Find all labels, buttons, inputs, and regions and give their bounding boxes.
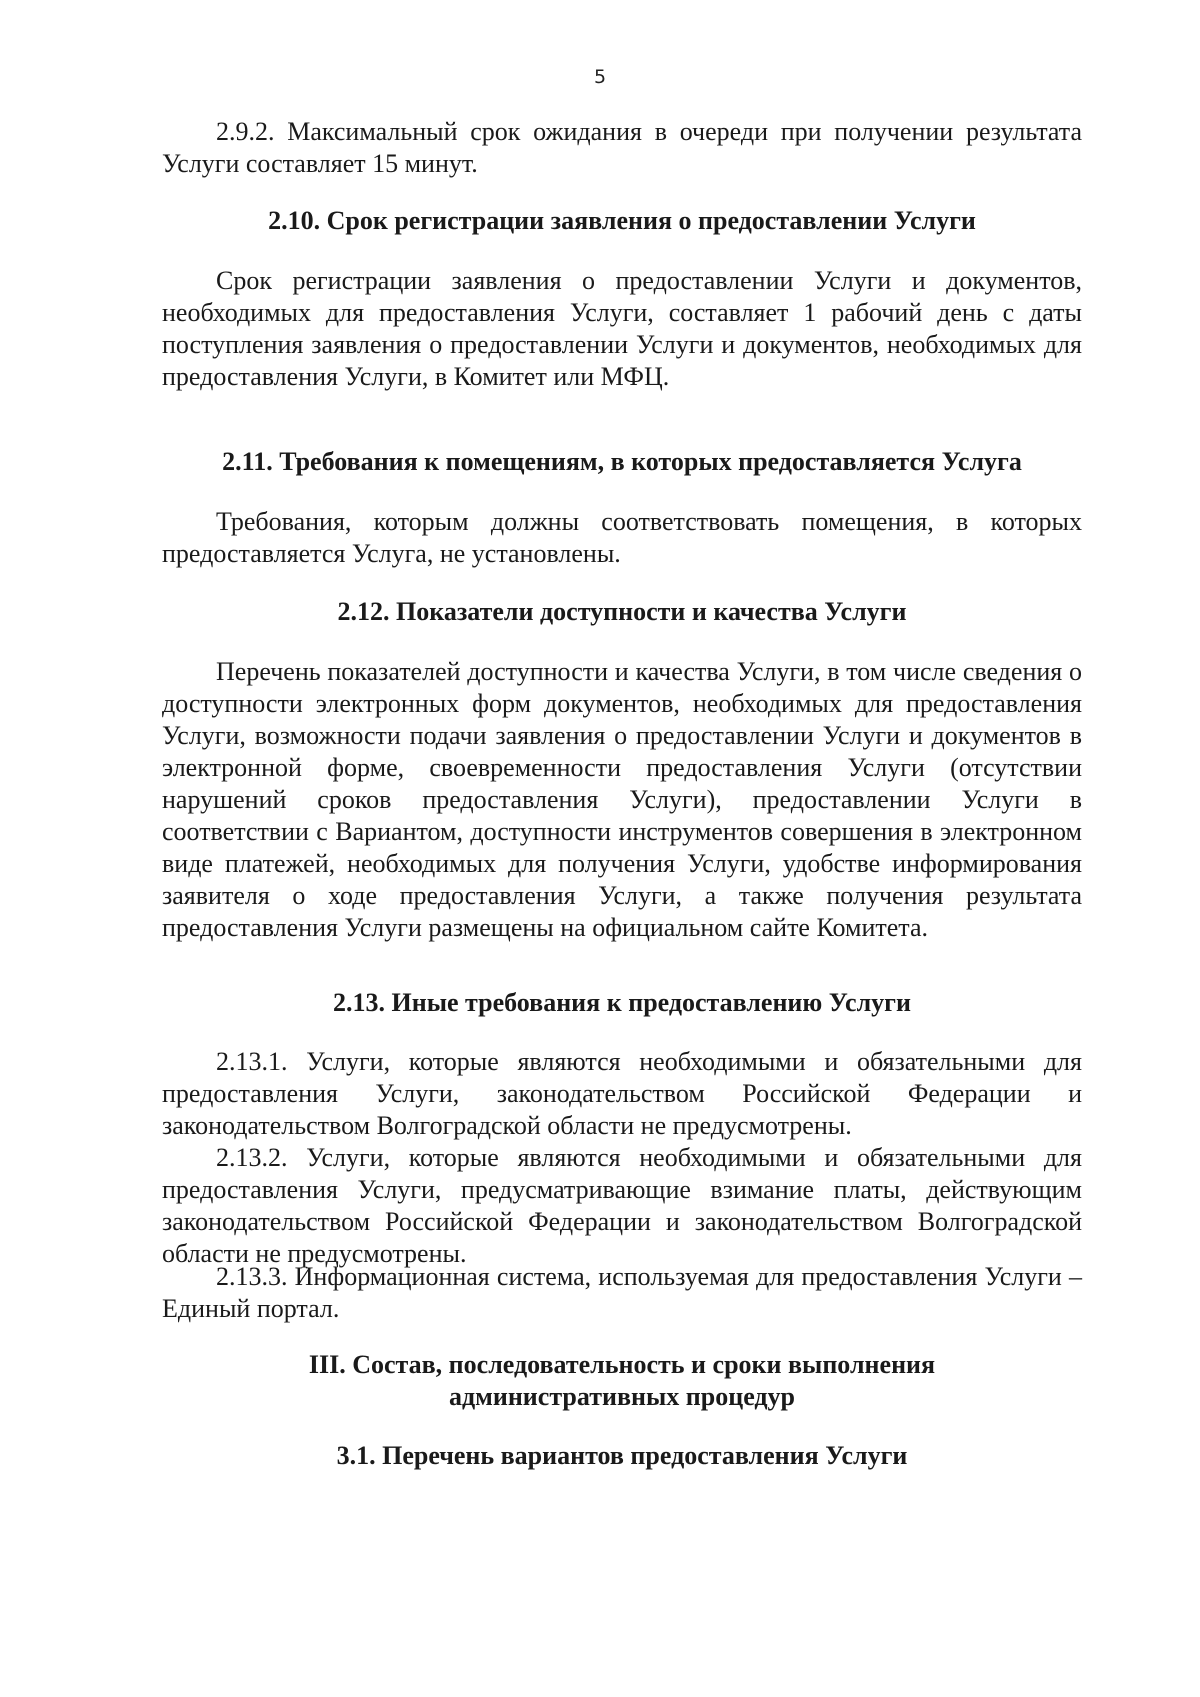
paragraph-2-11: Требования, которым должны соответствовать помещения, в которых предоставляется Услуга, не установлены. <box>162 507 1082 568</box>
paragraph-2-10: Срок регистрации заявления о предоставлении Услуги и документов, необходимых для предоставления Услуги, составляет 1 рабочий день с даты поступления заявления о предоставлении Услуги и документов, необходимых для предоставления Услуги, в Комитет или МФЦ. <box>162 266 1082 391</box>
heading-section-III-line-1: III. Состав, последовательность и сроки выполнения <box>308 1350 936 1379</box>
paragraph-2-13-3: 2.13.3. Информационная система, используемая для предоставления Услуги – Единый портал. <box>162 1262 1082 1323</box>
paragraph-2-13-1: 2.13.1. Услуги, которые являются необходимыми и обязательными для предоставления Услуги, законодательством Российской Федерации и законодательством Волгоградской области не предусмотрены. <box>162 1047 1082 1140</box>
heading-3-1: 3.1. Перечень вариантов предоставления Услуги <box>336 1441 908 1470</box>
heading-2-11: 2.11. Требования к помещениям, в которых предоставляется Услуга <box>222 447 1022 476</box>
heading-section-III-line-2: административных процедур <box>448 1382 796 1411</box>
paragraph-2-9-2: 2.9.2. Максимальный срок ожидания в очереди при получении результата Услуги составляет 15 минут. <box>162 117 1082 178</box>
heading-2-13: 2.13. Иные требования к предоставлению Услуги <box>333 988 911 1017</box>
page-number: 5 <box>593 66 607 88</box>
heading-2-12: 2.12. Показатели доступности и качества Услуги <box>337 597 907 626</box>
heading-2-10: 2.10. Срок регистрации заявления о предоставлении Услуги <box>268 206 976 235</box>
paragraph-2-13-2: 2.13.2. Услуги, которые являются необходимыми и обязательными для предоставления Услуги, предусматривающие взимание платы, действующим законодательством Российской Федерации и законодательством Волгоградской области не предусмотрены. <box>162 1143 1082 1268</box>
paragraph-2-12: Перечень показателей доступности и качества Услуги, в том числе сведения о доступности электронных форм документов, необходимых для предоставления Услуги, возможности подачи заявления о предоставлении Услуги и документов в электронной форме, своевременности предоставления Услуги (отсутствии нарушений сроков предоставления Услуги), предоставлении Услуги в соответствии с Вариантом, доступности инструментов совершения в электронном виде платежей, необходимых для получения Услуги, удобстве информирования заявителя о ходе предоставления Услуги, а также получения результата предоставления Услуги размещены на официальном сайте Комитета. <box>162 657 1082 942</box>
heading-section-III <box>162 1349 1082 1413</box>
